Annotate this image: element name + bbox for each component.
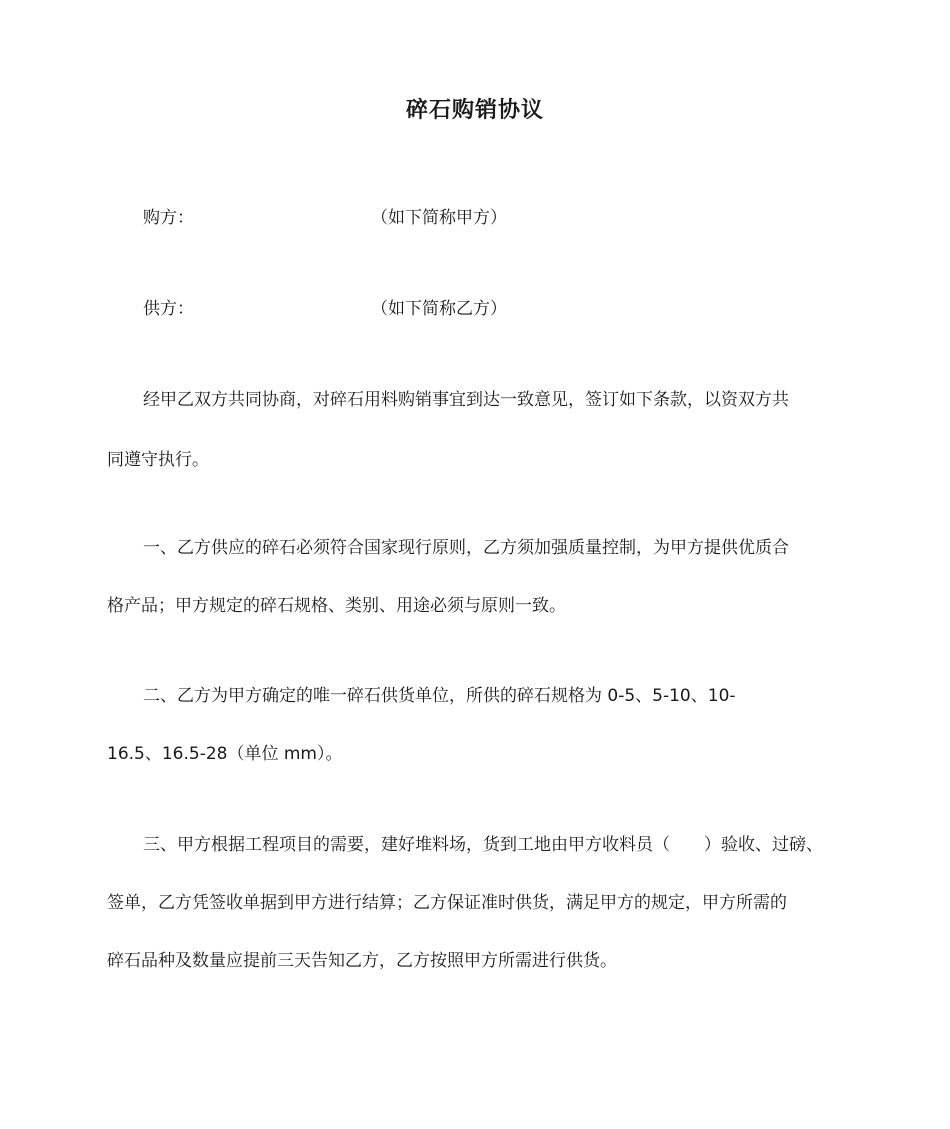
- clause-1-line-1: 一、乙方供应的碎石必须符合国家现行原则，乙方须加强质量控制，为甲方提供优质合: [143, 538, 789, 558]
- clause-3-line-2: 签单，乙方凭签收单据到甲方进行结算；乙方保证准时供货，满足甲方的规定，甲方所需的: [107, 893, 787, 913]
- buyer-label: 购方：: [143, 208, 194, 228]
- intro-line-2: 同遵守执行。: [107, 450, 209, 470]
- clause-1-line-2: 格产品；甲方规定的碎石规格、类别、用途必须与原则一致。: [107, 596, 566, 616]
- buyer-note: （如下简称甲方）: [371, 208, 507, 228]
- seller-label: 供方：: [143, 299, 194, 319]
- document-title: 碎石购销协议: [405, 98, 544, 123]
- clause-3-line-3: 碎石品种及数量应提前三天告知乙方，乙方按照甲方所需进行供货。: [107, 951, 617, 971]
- clause-2-line-2: 16.5、16.5-28（单位 mm）。: [107, 744, 343, 764]
- seller-note: （如下简称乙方）: [371, 299, 507, 319]
- clause-3-line-1: 三、甲方根据工程项目的需要，建好堆料场，货到工地由甲方收料员（ ）验收、过磅、: [143, 835, 823, 855]
- intro-line-1: 经甲乙双方共同协商，对碎石用料购销事宜到达一致意见，签订如下条款，以资双方共: [143, 390, 789, 410]
- clause-2-line-1: 二、乙方为甲方确定的唯一碎石供货单位，所供的碎石规格为 0-5、5-10、10-: [143, 686, 736, 706]
